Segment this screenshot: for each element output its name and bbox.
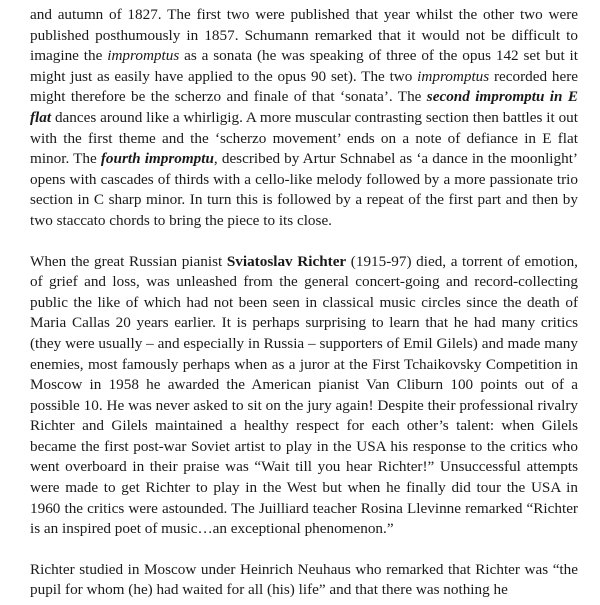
bold-italic-text: fourth impromptu bbox=[100, 150, 214, 168]
bold-text: Sviatoslav Richter bbox=[226, 252, 347, 270]
paragraph-richter-studies bbox=[30, 560, 578, 601]
text-run: , described by Artur Schnabel as ‘a dance in the moonlight’ opens with cascades of thirds with a cello-like melody followed by a more passionate trio section in C sharp minor. In turn this is followed by a repeat of the first part and then by two staccato chords to bring the piece to its close. bbox=[30, 150, 578, 229]
text-run: recorded here might therefore be the scherzo and finale of that ‘sonata’. The bbox=[30, 67, 578, 106]
text-run: (1915-97) died, a torrent of emotion, of grief and loss, was unleashed from the general concert-going and record-collecting public the like of which had not been seen in classical music circles since the death of Maria Callas 20 years earlier. It is perhaps surprising to learn that he had many critics (they were usually – and especially in Russia – supporters of Emil Gilels) and made many enemies, most famously perhaps when as a juror at the First Tchaikovsky Competition in Moscow in 1958 he awarded the American pianist Van Cliburn 100 points out of a possible 10. He was never asked to sit on the jury again! Despite their professional rivalry Richter and Gilels maintained a healthy respect for each other’s talent: when Gilels became the first post-war Soviet artist to play in the USA his response to the critics who went overboard in their praise was “Wait till you hear Richter!” Unsuccessful attempts were made to get Richter to play in the West but when he finally did tour the USA in 1960 the critics were astounded. The Juilliard teacher Rosina Llevinne remarked “Richter is an inspired poet of music…an exceptional phenomenon.” bbox=[30, 252, 578, 538]
bold-italic-text: second impromptu in E flat bbox=[30, 88, 578, 126]
paragraph-schubert-impromptus bbox=[30, 5, 578, 232]
text-run: Richter studied in Moscow under Heinrich Neuhaus who remarked that Richter was “the pupil for whom (he) had waited for all (his) life” and that there was nothing he bbox=[30, 560, 578, 599]
text-run: and autumn of 1827. The first two were published that year whilst the other two were published posthumously in 1857. Schumann remarked that it would not be difficult to imagine the bbox=[30, 6, 578, 65]
text-run: When the great Russian pianist bbox=[30, 252, 227, 270]
text-run: dances around like a whirligig. A more muscular contrasting section then battles it out with the first theme and the ‘scherzo movement’ ends on a note of defiance in E flat minor. The bbox=[30, 108, 578, 168]
italic-text: impromptus bbox=[107, 47, 180, 65]
document-page bbox=[30, 5, 578, 601]
text-run: as a sonata (he was speaking of three of the opus 142 set but it might just as easily have applied to the opus 90 set). The two bbox=[30, 47, 578, 85]
italic-text: impromptus bbox=[417, 67, 490, 85]
paragraph-richter-biography bbox=[30, 252, 578, 540]
